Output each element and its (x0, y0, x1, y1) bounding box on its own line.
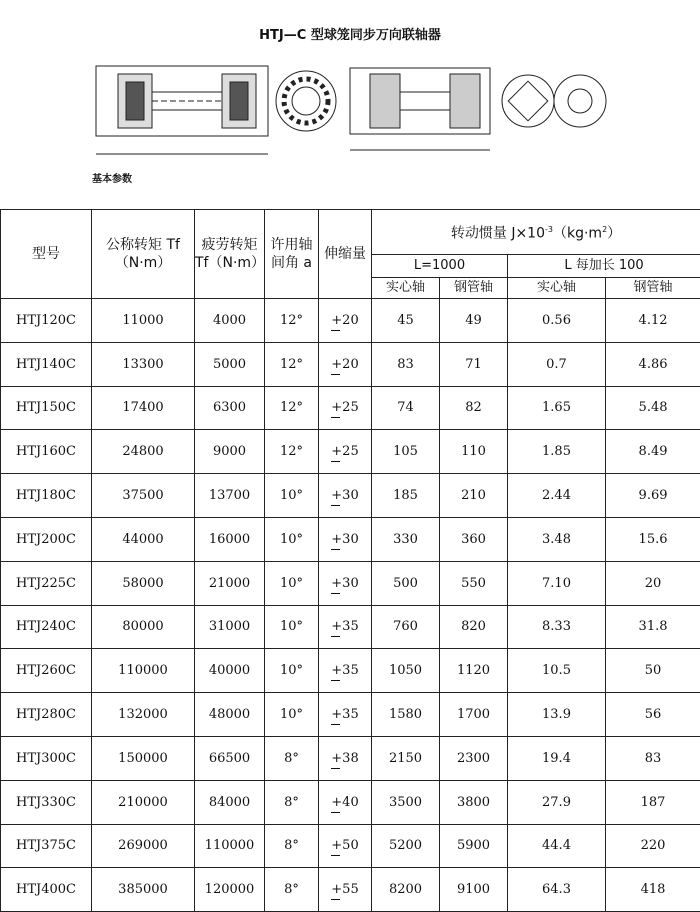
table-row (1, 605, 700, 649)
inertia-unit: （kg·m (553, 226, 602, 242)
cell-angle: 10° (265, 649, 319, 693)
cell-p-solid: 8.33 (508, 605, 606, 649)
cell-nominal: 44000 (92, 517, 195, 561)
section-a-a (502, 75, 554, 127)
cell-p-tube: 56 (606, 693, 700, 737)
cell-angle: 12° (265, 299, 319, 343)
header-l-per100: L 每加长 100 (508, 255, 700, 278)
cell-tele (319, 824, 372, 868)
section-b-b (554, 75, 606, 127)
cell-p-solid: 44.4 (508, 824, 606, 868)
cell-p-tube: 20 (606, 561, 700, 605)
cell-angle: 10° (265, 605, 319, 649)
cell-p-tube: 4.12 (606, 299, 700, 343)
cell-l-solid: 760 (372, 605, 440, 649)
cell-model: HTJ225C (1, 561, 92, 605)
cell-angle: 8° (265, 736, 319, 780)
table-row (1, 299, 700, 343)
table-row (1, 824, 700, 868)
cell-fatigue: 48000 (195, 693, 265, 737)
cell-model: HTJ240C (1, 605, 92, 649)
plus-minus-value: + 38 (331, 751, 358, 766)
cell-p-solid: 3.48 (508, 517, 606, 561)
cell-nominal: 37500 (92, 474, 195, 518)
cell-tele (319, 649, 372, 693)
cell-fatigue: 5000 (195, 342, 265, 386)
cell-angle: 10° (265, 474, 319, 518)
cell-model: HTJ280C (1, 693, 92, 737)
inertia-label: 转动惯量 J×10 (451, 226, 545, 242)
cell-model: HTJ120C (1, 299, 92, 343)
cell-fatigue: 40000 (195, 649, 265, 693)
cell-angle: 10° (265, 561, 319, 605)
table-row (1, 868, 700, 912)
cell-tele (319, 474, 372, 518)
header-allowable-angle: 许用轴间角 a (265, 210, 319, 299)
cell-p-tube: 9.69 (606, 474, 700, 518)
cell-l-tube: 71 (440, 342, 508, 386)
header-l1000: L=1000 (372, 255, 508, 278)
plus-minus-value: + 30 (331, 488, 358, 503)
cell-nominal: 80000 (92, 605, 195, 649)
plus-minus-value: + 35 (331, 707, 358, 722)
header-tube-1000: 钢管轴 (440, 278, 508, 299)
cell-angle: 10° (265, 693, 319, 737)
cell-l-tube: 82 (440, 386, 508, 430)
cell-tele (319, 299, 372, 343)
cell-p-tube: 187 (606, 780, 700, 824)
cell-p-tube: 15.6 (606, 517, 700, 561)
cell-l-tube: 820 (440, 605, 508, 649)
plus-minus-value: + 25 (331, 444, 358, 459)
cell-tele (319, 561, 372, 605)
cell-p-solid: 7.10 (508, 561, 606, 605)
cell-model: HTJ300C (1, 736, 92, 780)
cell-p-tube: 83 (606, 736, 700, 780)
cell-p-solid: 0.7 (508, 342, 606, 386)
header-inertia (372, 210, 700, 255)
cell-p-solid: 64.3 (508, 868, 606, 912)
cell-angle: 12° (265, 342, 319, 386)
spec-table (0, 209, 700, 912)
cell-fatigue: 31000 (195, 605, 265, 649)
cell-l-tube: 110 (440, 430, 508, 474)
cell-model: HTJ180C (1, 474, 92, 518)
cell-l-solid: 74 (372, 386, 440, 430)
cell-nominal: 210000 (92, 780, 195, 824)
table-row (1, 649, 700, 693)
plus-minus-value: + 20 (331, 357, 358, 372)
cell-l-solid: 83 (372, 342, 440, 386)
cell-l-tube: 3800 (440, 780, 508, 824)
cell-model: HTJ375C (1, 824, 92, 868)
right-joint (230, 82, 248, 120)
cell-model: HTJ200C (1, 517, 92, 561)
inertia-unit-end: ） (607, 226, 621, 242)
cell-p-tube: 4.86 (606, 342, 700, 386)
cell-p-tube: 5.48 (606, 386, 700, 430)
cell-angle: 12° (265, 386, 319, 430)
cell-l-tube: 5900 (440, 824, 508, 868)
plus-minus-value: + 25 (331, 400, 358, 415)
cell-fatigue: 120000 (195, 868, 265, 912)
cell-p-solid: 27.9 (508, 780, 606, 824)
table-row (1, 430, 700, 474)
cell-l-tube: 9100 (440, 868, 508, 912)
spec-table-body (1, 299, 700, 912)
cell-p-tube: 50 (606, 649, 700, 693)
cell-l-tube: 550 (440, 561, 508, 605)
header-solid-1000: 实心轴 (372, 278, 440, 299)
cell-p-tube: 31.8 (606, 605, 700, 649)
plus-minus-value: + 30 (331, 532, 358, 547)
cell-fatigue: 110000 (195, 824, 265, 868)
cell-angle: 12° (265, 430, 319, 474)
cell-nominal: 17400 (92, 386, 195, 430)
cell-l-solid: 45 (372, 299, 440, 343)
cell-model: HTJ140C (1, 342, 92, 386)
coupling-technical-drawing (88, 44, 608, 180)
cell-l-tube: 210 (440, 474, 508, 518)
cell-l-solid: 1580 (372, 693, 440, 737)
cell-l-tube: 1700 (440, 693, 508, 737)
cell-nominal: 24800 (92, 430, 195, 474)
plus-minus-value: + 55 (331, 882, 358, 897)
cell-nominal: 11000 (92, 299, 195, 343)
cell-fatigue: 13700 (195, 474, 265, 518)
cell-fatigue: 21000 (195, 561, 265, 605)
cell-angle: 8° (265, 780, 319, 824)
page-title: HTJ—C 型球笼同步万向联轴器 (0, 24, 700, 43)
cell-p-solid: 13.9 (508, 693, 606, 737)
cell-l-solid: 105 (372, 430, 440, 474)
cell-l-tube: 1120 (440, 649, 508, 693)
cell-p-tube: 418 (606, 868, 700, 912)
cell-l-solid: 185 (372, 474, 440, 518)
cell-p-solid: 2.44 (508, 474, 606, 518)
inertia-unit-exp: 2 (602, 225, 607, 234)
cell-tele (319, 605, 372, 649)
cell-nominal: 58000 (92, 561, 195, 605)
cell-nominal: 110000 (92, 649, 195, 693)
inertia-exp: -3 (545, 225, 553, 234)
cell-p-solid: 10.5 (508, 649, 606, 693)
right-assembly-right-joint (450, 74, 480, 128)
cell-angle: 10° (265, 517, 319, 561)
basic-params-label: 基本参数 (92, 170, 132, 185)
cell-l-solid: 5200 (372, 824, 440, 868)
plus-minus-value: + 50 (331, 838, 358, 853)
cell-fatigue: 6300 (195, 386, 265, 430)
cell-model: HTJ400C (1, 868, 92, 912)
table-row (1, 693, 700, 737)
cell-l-solid: 1050 (372, 649, 440, 693)
cell-tele (319, 517, 372, 561)
plus-minus-value: + 35 (331, 663, 358, 678)
cell-nominal: 132000 (92, 693, 195, 737)
cell-nominal: 13300 (92, 342, 195, 386)
table-row (1, 736, 700, 780)
header-tube-per100: 钢管轴 (606, 278, 700, 299)
plus-minus-value: + 35 (331, 619, 358, 634)
cell-l-solid: 2150 (372, 736, 440, 780)
cell-tele (319, 693, 372, 737)
cell-fatigue: 4000 (195, 299, 265, 343)
cell-l-solid: 330 (372, 517, 440, 561)
cell-nominal: 150000 (92, 736, 195, 780)
cell-p-solid: 0.56 (508, 299, 606, 343)
right-assembly-left-joint (370, 74, 400, 128)
header-model: 型号 (1, 210, 92, 299)
cell-fatigue: 66500 (195, 736, 265, 780)
cell-fatigue: 16000 (195, 517, 265, 561)
cell-tele (319, 342, 372, 386)
cell-angle: 8° (265, 824, 319, 868)
table-row (1, 517, 700, 561)
plus-minus-value: + 20 (331, 313, 358, 328)
cell-model: HTJ150C (1, 386, 92, 430)
header-fatigue-torque: 疲劳转矩 Tf（N·m） (195, 210, 265, 299)
cell-fatigue: 84000 (195, 780, 265, 824)
cell-p-tube: 8.49 (606, 430, 700, 474)
table-row (1, 386, 700, 430)
header-solid-per100: 实心轴 (508, 278, 606, 299)
plus-minus-value: + 40 (331, 795, 358, 810)
cell-tele (319, 780, 372, 824)
cell-p-solid: 1.65 (508, 386, 606, 430)
table-row (1, 561, 700, 605)
plus-minus-value: + 30 (331, 576, 358, 591)
cell-p-solid: 1.85 (508, 430, 606, 474)
cell-l-tube: 360 (440, 517, 508, 561)
cell-p-tube: 220 (606, 824, 700, 868)
table-row (1, 780, 700, 824)
left-joint (126, 82, 144, 120)
cell-model: HTJ260C (1, 649, 92, 693)
header-telescoping: 伸缩量 (319, 210, 372, 299)
cell-nominal: 269000 (92, 824, 195, 868)
cell-fatigue: 9000 (195, 430, 265, 474)
cell-model: HTJ330C (1, 780, 92, 824)
header-nominal-torque: 公称转矩 Tf （N·m） (92, 210, 195, 299)
cell-tele (319, 868, 372, 912)
cell-l-tube: 49 (440, 299, 508, 343)
cell-l-solid: 3500 (372, 780, 440, 824)
cell-nominal: 385000 (92, 868, 195, 912)
table-row (1, 342, 700, 386)
cell-p-solid: 19.4 (508, 736, 606, 780)
cell-model: HTJ160C (1, 430, 92, 474)
cell-tele (319, 430, 372, 474)
cell-l-solid: 8200 (372, 868, 440, 912)
cell-l-solid: 500 (372, 561, 440, 605)
cell-l-tube: 2300 (440, 736, 508, 780)
cell-tele (319, 736, 372, 780)
cell-angle: 8° (265, 868, 319, 912)
cell-tele (319, 386, 372, 430)
table-row (1, 474, 700, 518)
